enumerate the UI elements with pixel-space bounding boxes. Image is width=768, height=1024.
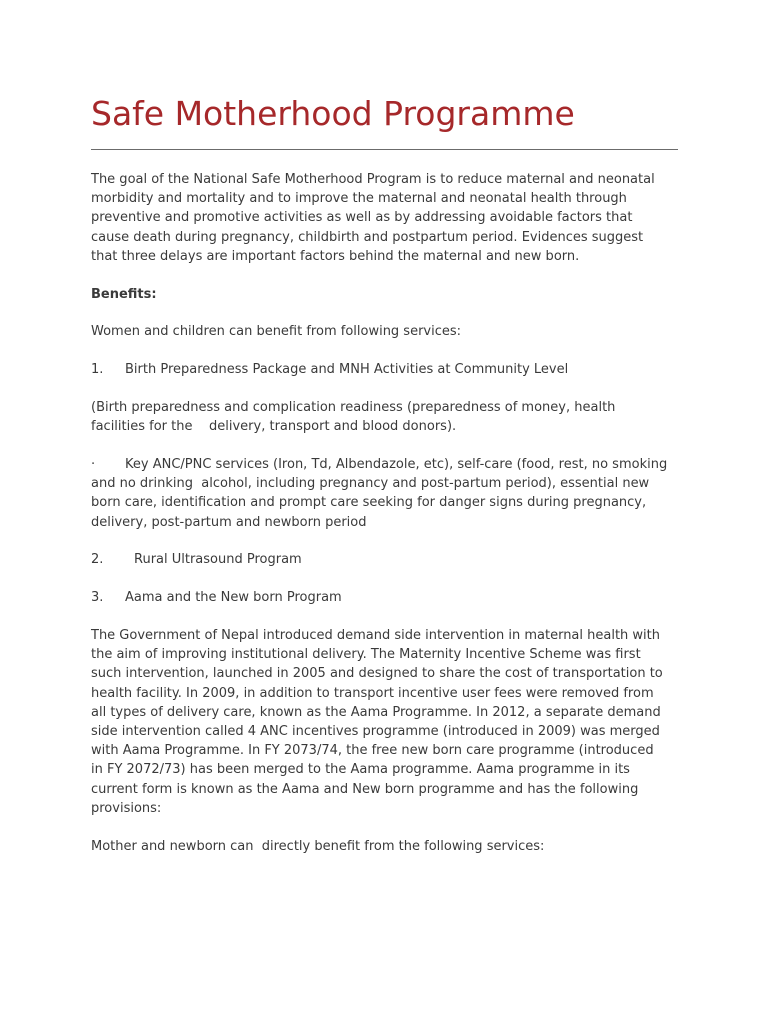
aama-line: all types of delivery care, known as the Aama Programme. In 2012, a separate demand [91,704,661,720]
aama-line: the aim of improving institutional delivery. The Maternity Incentive Scheme was first [91,647,641,663]
intro-line: The goal of the National Safe Motherhood Program is to reduce maternal and neonatal [91,172,655,187]
list-number: 1. [91,362,104,378]
intro-line: cause death during pregnancy, childbirth and postpartum period. Evidences suggest [91,229,644,245]
aama-line: health facility. In 2009, in addition to transport incentive user fees were removed from [91,685,654,701]
note-line: facilities for the delivery, transport and blood donors). [91,419,457,435]
aama-line: The Government of Nepal introduced demand side intervention in maternal health with [91,628,661,643]
list-item-3 [91,588,681,607]
closing-line: Mother and newborn can directly benefit from the following services: [91,838,545,854]
bullet-line: and no drinking alcohol, including pregnancy and post-partum period), essential new [91,476,650,492]
benefits-heading: Benefits: [91,286,157,302]
bullet-line: delivery, post-partum and newborn period [91,514,367,530]
bullet-line: Key ANC/PNC services (Iron, Td, Albendazole, etc), self-care (food, rest, no smoking [125,457,668,472]
aama-line: provisions: [91,800,162,816]
bullet-item [91,455,681,532]
list-label: Rural Ultrasound Program [134,552,302,568]
document-body [91,170,681,874]
aama-line: current form is known as the Aama and New born programme and has the following [91,781,639,797]
note-line: (Birth preparedness and complication readiness (preparedness of money, health [91,400,616,415]
aama-line: in FY 2072/73) has been merged to the Aama programme. Aama programme in its [91,762,630,778]
title-divider [91,149,678,150]
list-label: Birth Preparedness Package and MNH Activities at Community Level [125,362,569,378]
intro-line: preventive and promotive activities as well as by addressing avoidable factors that [91,210,633,226]
list-item-1 [91,360,681,379]
aama-line: with Aama Programme. In FY 2073/74, the free new born care programme (introduced [91,743,654,759]
bullet-marker: · [91,457,96,472]
benefits-intro: Women and children can benefit from following services: [91,324,462,340]
list-item-2 [91,550,681,569]
aama-line: side intervention called 4 ANC incentives programme (introduced in 2009) was merged [91,724,660,740]
list-number: 2. [91,552,104,568]
intro-line: morbidity and mortality and to improve the maternal and neonatal health through [91,191,627,207]
item1-note [91,398,681,436]
intro-paragraph [91,170,681,266]
aama-paragraph [91,626,681,818]
aama-line: such intervention, launched in 2005 and designed to share the cost of transportation to [91,666,663,682]
list-label: Aama and the New born Program [125,590,342,606]
page-title: Safe Motherhood Programme [91,94,575,133]
intro-line: that three delays are important factors behind the maternal and new born. [91,248,580,264]
bullet-line: born care, identification and prompt care seeking for danger signs during pregnancy, [91,495,647,511]
list-number: 3. [91,590,104,606]
